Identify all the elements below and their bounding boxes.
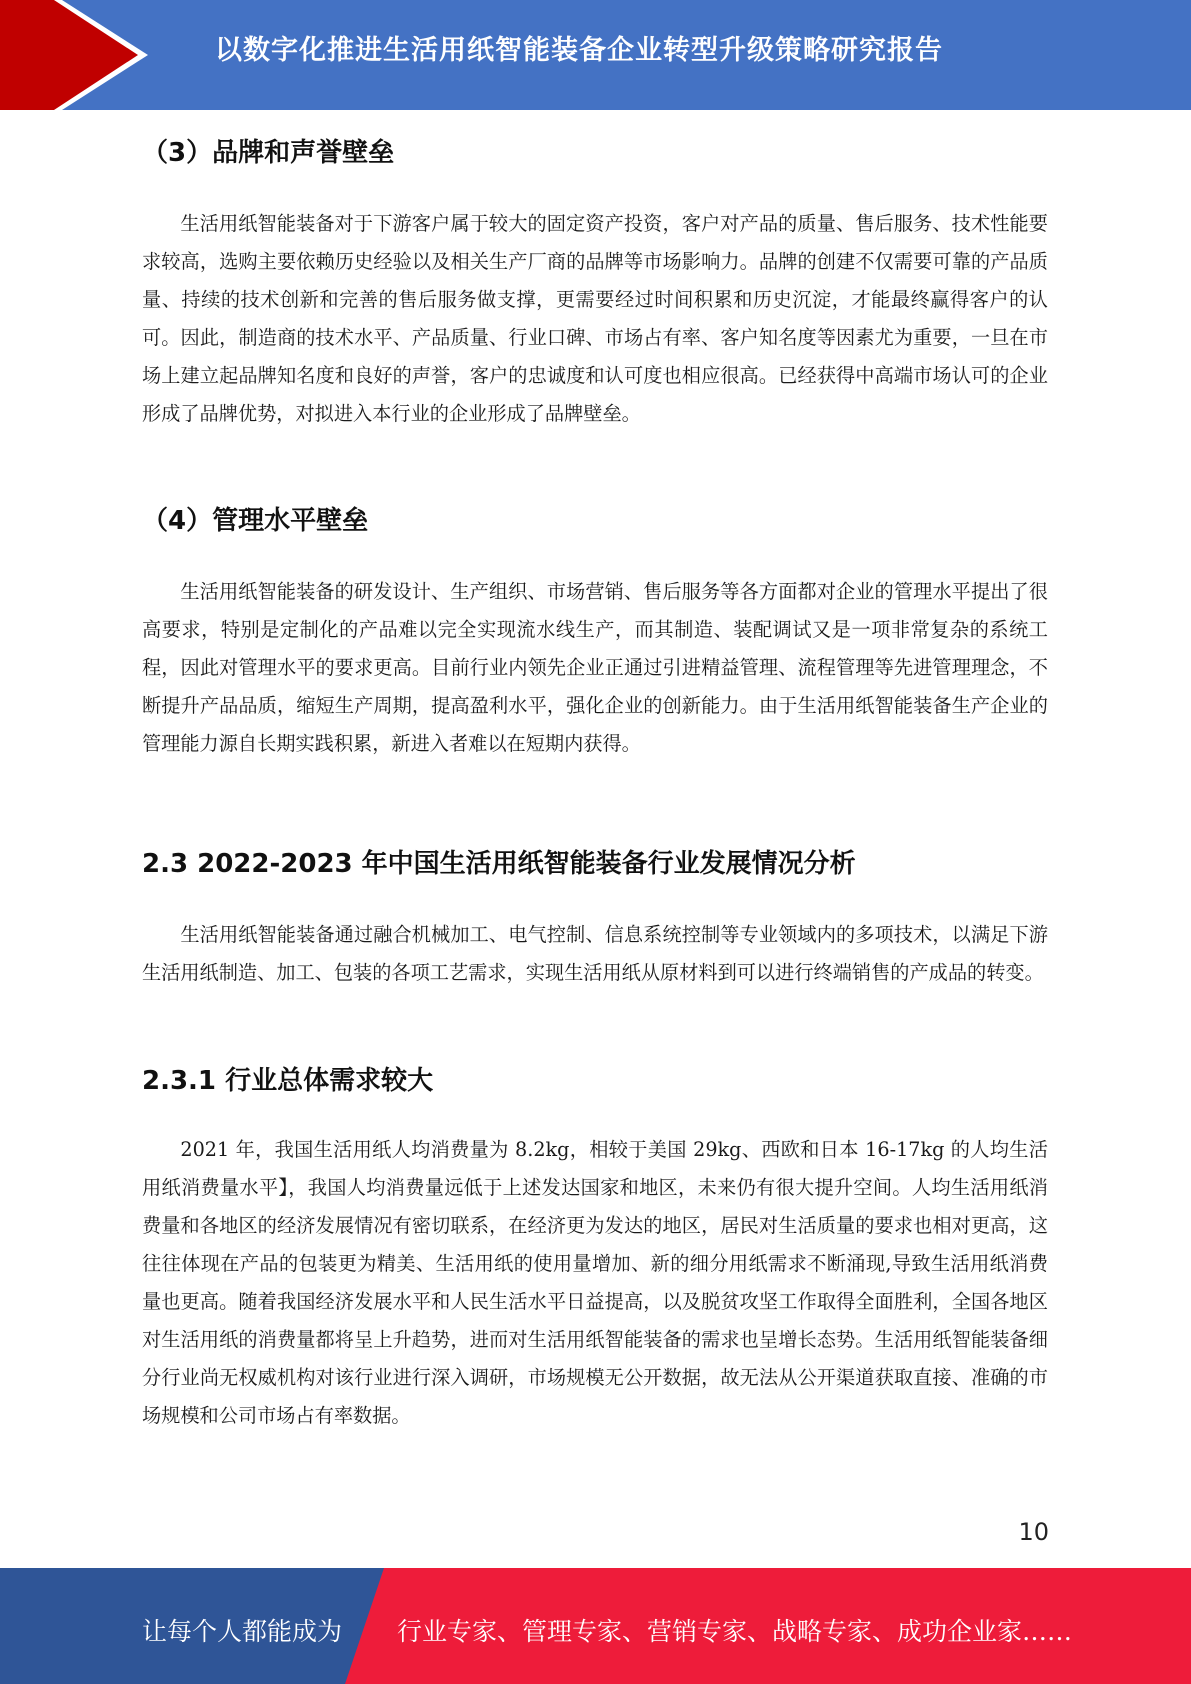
section-heading-2-3-1: 2.3.1 行业总体需求较大 <box>142 1066 434 1096</box>
header-banner <box>0 0 1191 110</box>
paragraph-2-3-1: 2021 年，我国生活用纸人均消费量为 8.2kg，相较于美国 29kg、西欧和日本 16-17kg 的人均生活用纸消费量水平】，我国人均消费量远低于上述发达国家和地区，未来仍有很大提升空间。人均生活用纸消费量和各地区的经济发展情况有密切联系，在经济更为发达的地区，居民对生活质量的要求也相对更高，这往往体现在产品的包装更为精美、生活用纸的使用量增加、新的细分用纸需求不断涌现,导致生活用纸消费量也更高。随着我国经济发展水平和人民生活水平日益提高，以及脱贫攻坚工作取得全面胜利，全国各地区对生活用纸的消费量都将呈上升趋势，进而对生活用纸智能装备的需求也呈增长态势。生活用纸智能装备细分行业尚无权威机构对该行业进行深入调研，市场规模无公开数据，故无法从公开渠道获取直接、准确的市场规模和公司市场占有率数据。 <box>142 1138 1048 1427</box>
paragraph-brand-barrier: 生活用纸智能装备对于下游客户属于较大的固定资产投资，客户对产品的质量、售后服务、技术性能要求较高，选购主要依赖历史经验以及相关生产厂商的品牌等市场影响力。品牌的创建不仅需要可靠的产品质量、持续的技术创新和完善的售后服务做支撑，更需要经过时间积累和历史沉淀，才能最终赢得客户的认可。因此，制造商的技术水平、产品质量、行业口碑、市场占有率、客户知名度等因素尤为重要，一旦在市场上建立起品牌知名度和良好的声誉，客户的忠诚度和认可度也相应很高。已经获得中高端市场认可的企业形成了品牌优势，对拟进入本行业的企业形成了品牌壁垒。 <box>142 212 1048 425</box>
section-heading-brand: （3）品牌和声誉壁垒 <box>142 138 395 168</box>
report-title: 以数字化推进生活用纸智能装备企业转型升级策略研究报告 <box>215 35 943 66</box>
footer-slogan-left: 让每个人都能成为 <box>142 1617 343 1646</box>
paragraph-2-3: 生活用纸智能装备通过融合机械加工、电气控制、信息系统控制等专业领域内的多项技术，以满足下游生活用纸制造、加工、包装的各项工艺需求，实现生活用纸从原材料到可以进行终端销售的产成品的转变。 <box>142 923 1048 984</box>
section-heading-2-3: 2.3 2022-2023 年中国生活用纸智能装备行业发展情况分析 <box>142 849 856 879</box>
footer-banner <box>0 1568 1191 1684</box>
header-chevron-decoration <box>0 0 160 110</box>
footer-slogan-right: 行业专家、管理专家、营销专家、战略专家、成功企业家…… <box>397 1617 1073 1646</box>
page-number: 10 <box>1018 1518 1049 1546</box>
paragraph-management-barrier: 生活用纸智能装备的研发设计、生产组织、市场营销、售后服务等各方面都对企业的管理水平提出了很高要求，特别是定制化的产品难以完全实现流水线生产，而其制造、装配调试又是一项非常复杂的系统工程，因此对管理水平的要求更高。目前行业内领先企业正通过引进精益管理、流程管理等先进管理理念，不断提升产品品质，缩短生产周期，提高盈利水平，强化企业的创新能力。由于生活用纸智能装备生产企业的管理能力源自长期实践积累，新进入者难以在短期内获得。 <box>142 580 1048 755</box>
section-heading-management: （4）管理水平壁垒 <box>142 506 369 536</box>
